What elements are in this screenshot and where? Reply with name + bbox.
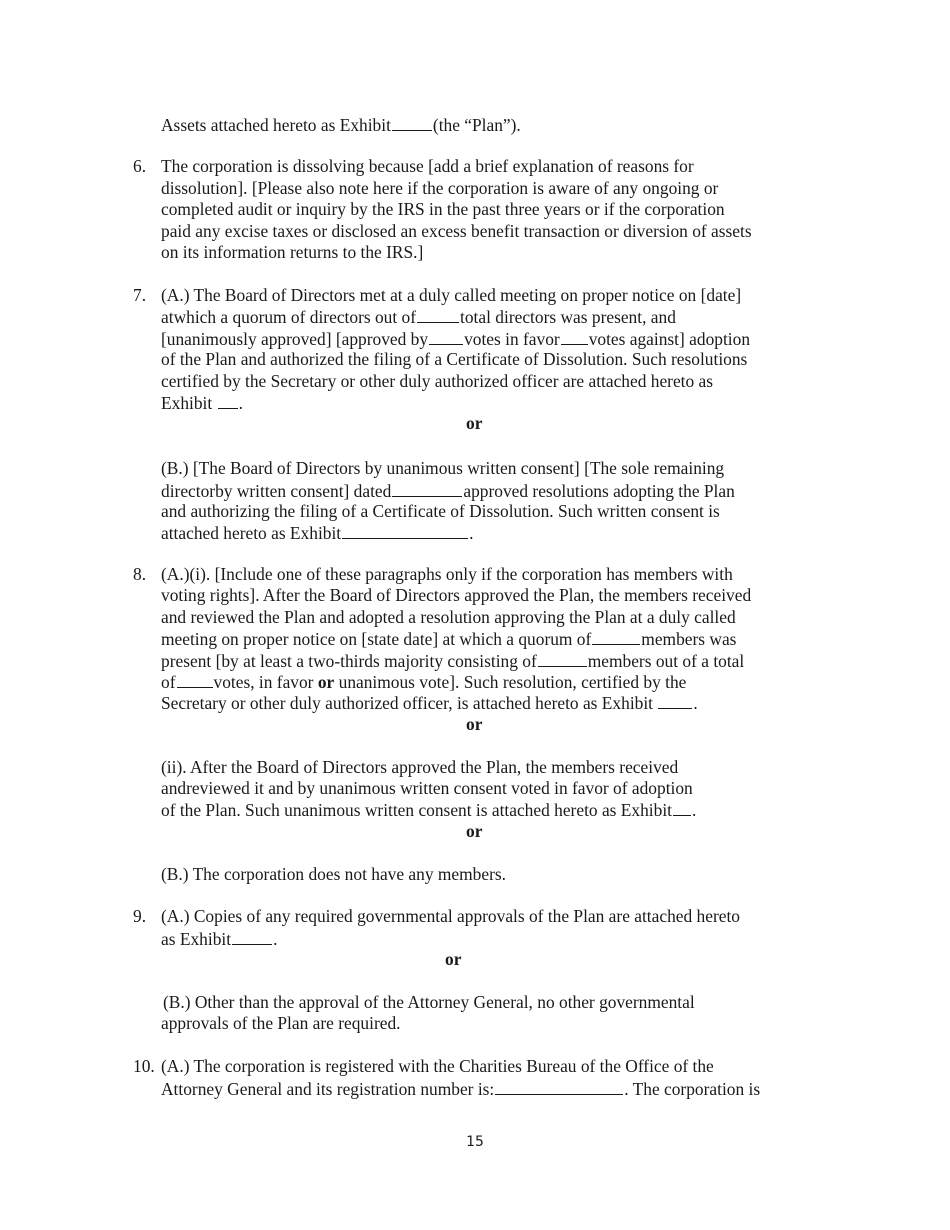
- exhibit-blank: [342, 522, 468, 539]
- item-number-7: 7.: [133, 285, 147, 305]
- item8ii-line: (ii). After the Board of Directors approved the Plan, the members received: [161, 757, 679, 777]
- item8a-line: voting rights]. After the Board of Directors approved the Plan, the members received: [161, 585, 752, 605]
- item6-line: dissolution]. [Please also note here if the corporation is aware of any ongoing or: [161, 178, 719, 198]
- registration-number-blank: [495, 1078, 623, 1095]
- item7b-line: and authorizing the filing of a Certificate of Dissolution. Such written consent is: [161, 501, 720, 521]
- total-directors-blank: [417, 306, 459, 323]
- exhibit-blank: [218, 392, 238, 409]
- votes-blank: [177, 671, 213, 688]
- exhibit-blank: [232, 928, 272, 945]
- item7a-line: atwhich a quorum of directors out of total directors was present, and: [161, 307, 676, 327]
- item7a-line: Exhibit .: [161, 393, 243, 413]
- page-number: 15: [466, 1134, 484, 1150]
- exhibit-blank: [392, 114, 432, 131]
- item9a-line: (A.) Copies of any required governmental approvals of the Plan are attached hereto: [161, 906, 740, 926]
- item-number-9: 9.: [133, 906, 147, 926]
- or-separator: or: [445, 949, 462, 969]
- item9b-line: approvals of the Plan are required.: [161, 1013, 401, 1033]
- item-number-6: 6.: [133, 156, 147, 176]
- item8a-line: Secretary or other duly authorized officer, is attached hereto as Exhibit .: [161, 693, 698, 713]
- intro-plan: (the “Plan”).: [432, 115, 521, 135]
- or-separator: or: [466, 821, 483, 841]
- item8b-line: (B.) The corporation does not have any members.: [161, 864, 506, 884]
- item6-line: The corporation is dissolving because [add a brief explanation of reasons for: [161, 156, 694, 176]
- quorum-blank: [592, 628, 640, 645]
- intro-exhibit: as Exhibit: [320, 115, 391, 135]
- item9a-line: as Exhibit .: [161, 929, 278, 949]
- intro-line: [161, 114, 521, 136]
- item7a-line: of the Plan and authorized the filing of a Certificate of Dissolution. Such resolutions: [161, 349, 748, 369]
- votes-against-blank: [561, 328, 588, 345]
- item10-line: (A.) The corporation is registered with the Charities Bureau of the Office of the: [161, 1056, 714, 1076]
- item7b-line: (B.) [The Board of Directors by unanimous written consent] [The sole remaining: [161, 458, 725, 478]
- item8ii-line: of the Plan. Such unanimous written consent is attached hereto as Exhibit .: [161, 800, 697, 820]
- item7b-line: attached hereto as Exhibit .: [161, 523, 474, 543]
- item-number-10: 10.: [133, 1056, 155, 1076]
- item-number-8: 8.: [133, 564, 147, 584]
- item8a-line: meeting on proper notice on [state date] at which a quorum of members was: [161, 629, 737, 649]
- item9b-line: (B.) Other than the approval of the Attorney General, no other governmental: [163, 992, 695, 1012]
- item7a-line: (A.) The Board of Directors met at a duly called meeting on proper notice on [date]: [161, 285, 742, 305]
- votes-favor-blank: [429, 328, 463, 345]
- item10-line: Attorney General and its registration number is: . The corporation is: [161, 1079, 761, 1099]
- item8a-line: (A.)(i). [Include one of these paragraphs only if the corporation has members with: [161, 564, 733, 584]
- item7b-line: directorby written consent] dated approved resolutions adopting the Plan: [161, 481, 735, 501]
- item8a-line: and reviewed the Plan and adopted a resolution approving the Plan at a duly called: [161, 607, 736, 627]
- or-separator: or: [466, 714, 483, 734]
- date-blank: [392, 480, 462, 497]
- intro-text: Assets attached hereto: [161, 115, 317, 135]
- exhibit-blank: [673, 799, 691, 816]
- item6-line: completed audit or inquiry by the IRS in the past three years or if the corporation: [161, 199, 725, 219]
- exhibit-blank: [658, 692, 692, 709]
- item8a-line: of votes, in favor or unanimous vote]. Such resolution, certified by the: [161, 672, 687, 692]
- item6-line: on its information returns to the IRS.]: [161, 242, 424, 262]
- item8a-line: present [by at least a two-thirds majority consisting of members out of a total: [161, 651, 745, 671]
- item8ii-line: andreviewed it and by unanimous written consent voted in favor of adoption: [161, 778, 693, 798]
- item7a-line: [unanimously approved] [approved by votes in favor votes against] adoption: [161, 329, 751, 349]
- majority-blank: [538, 650, 587, 667]
- item6-line: paid any excise taxes or disclosed an excess benefit transaction or diversion of assets: [161, 221, 752, 241]
- or-separator: or: [466, 413, 483, 433]
- item7a-line: certified by the Secretary or other duly authorized officer are attached hereto as: [161, 371, 714, 391]
